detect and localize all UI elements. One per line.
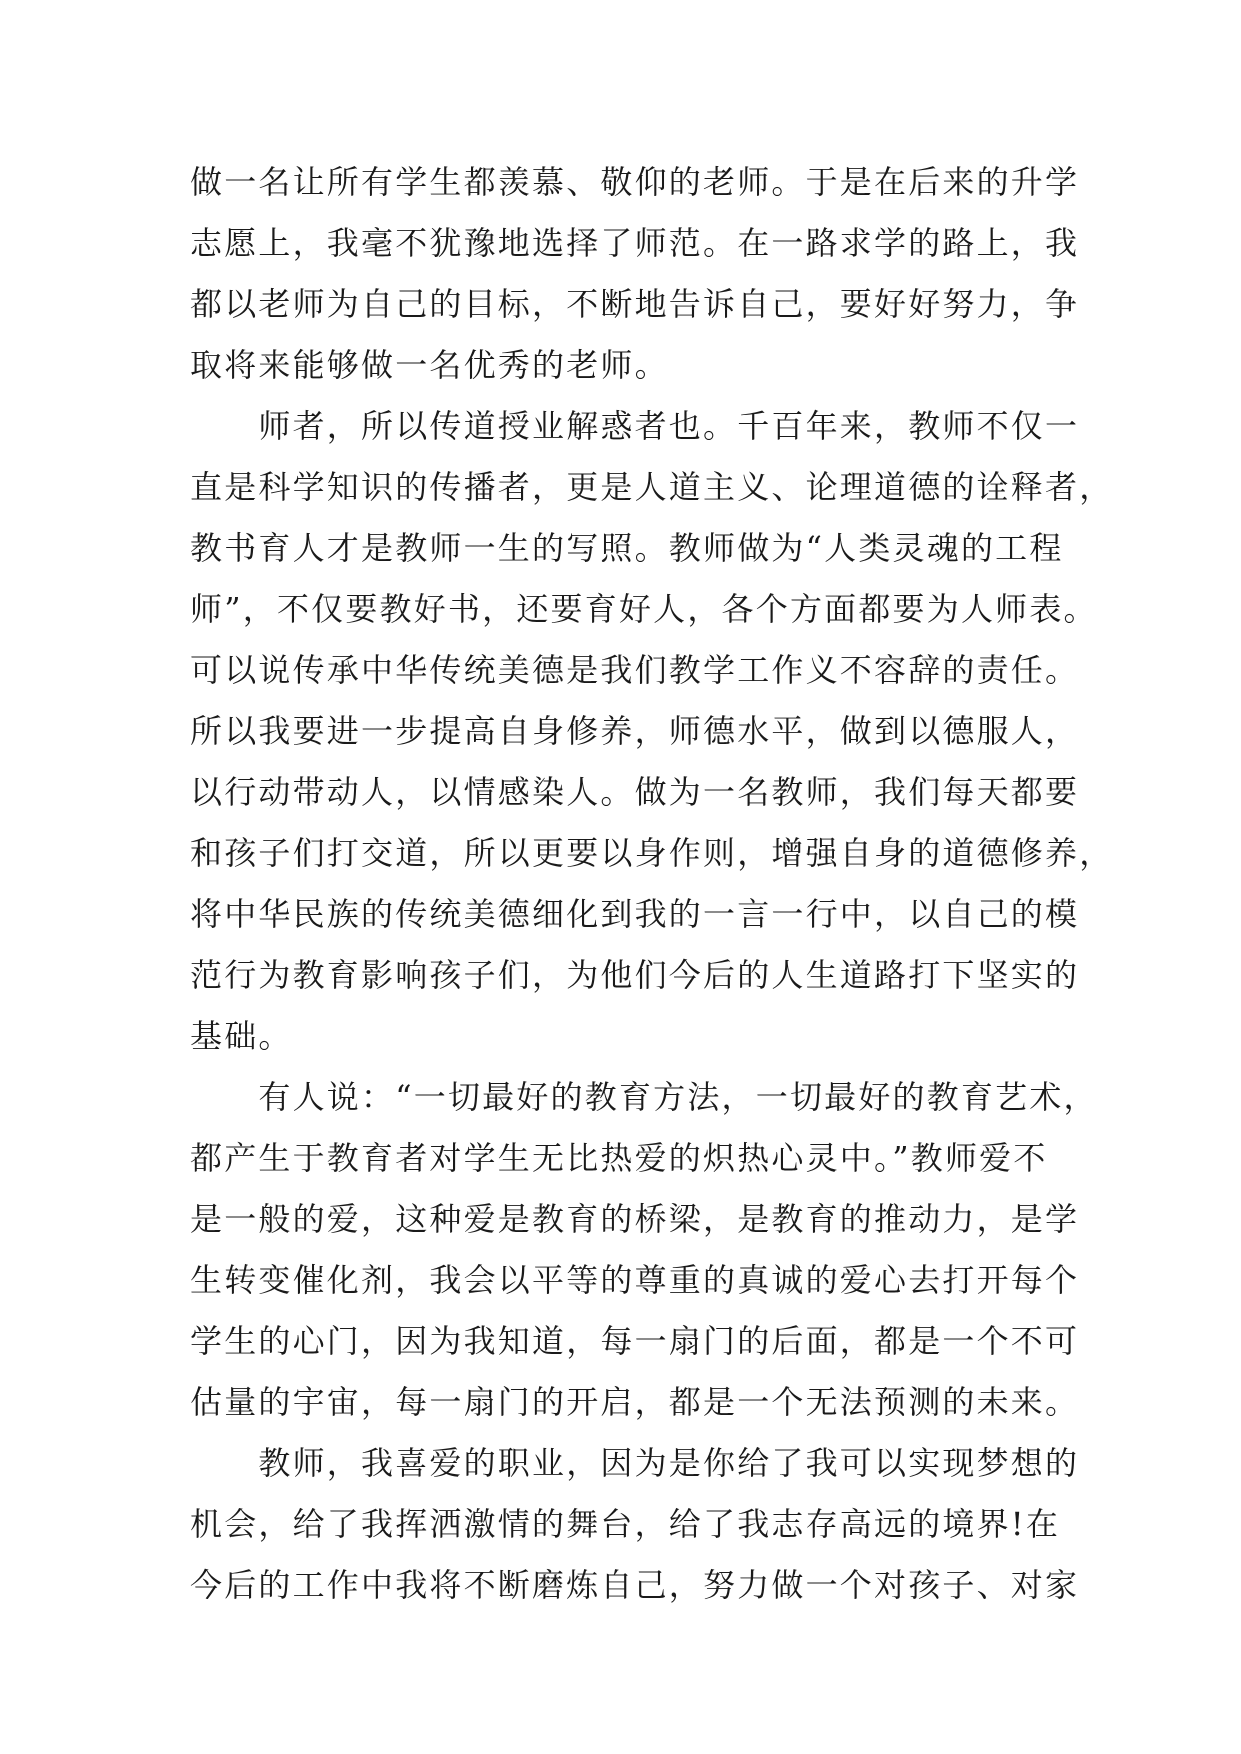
text-line: 范行为教育影响孩子们，为他们今后的人生道路打下坚实的 [190, 956, 1080, 994]
document-body [190, 152, 1114, 1616]
text-line: 师者，所以传道授业解惑者也。千百年来，教师不仅一 [190, 407, 1080, 445]
text-line: 是一般的爱，这种爱是教育的桥梁，是教育的推动力，是学 [190, 1200, 1080, 1238]
text-line: 将中华民族的传统美德细化到我的一言一行中，以自己的模 [190, 895, 1080, 933]
text-line: 有人说：“一切最好的教育方法，一切最好的教育艺术， [190, 1078, 1098, 1116]
text-line: 基础。 [190, 1017, 293, 1055]
text-line: 生转变催化剂，我会以平等的尊重的真诚的爱心去打开每个 [190, 1261, 1080, 1299]
text-line: 以行动带动人，以情感染人。做为一名教师，我们每天都要 [190, 773, 1080, 811]
text-line: 和孩子们打交道，所以更要以身作则，增强自身的道德修养， [190, 834, 1114, 872]
text-line: 都产生于教育者对学生无比热爱的炽热心灵中。”教师爱不 [190, 1139, 1048, 1177]
text-line: 师”，不仅要教好书，还要育好人，各个方面都要为人师表。 [190, 590, 1098, 628]
text-line: 志愿上，我毫不犹豫地选择了师范。在一路求学的路上，我 [190, 224, 1080, 262]
text-line: 估量的宇宙，每一扇门的开启，都是一个无法预测的未来。 [190, 1383, 1080, 1421]
text-line: 今后的工作中我将不断磨炼自己，努力做一个对孩子、对家 [190, 1566, 1080, 1604]
text-line: 教书育人才是教师一生的写照。教师做为“人类灵魂的工程 [190, 529, 1064, 567]
text-line: 所以我要进一步提高自身修养，师德水平，做到以德服人， [190, 712, 1080, 750]
text-line: 学生的心门，因为我知道，每一扇门的后面，都是一个不可 [190, 1322, 1080, 1360]
text-line: 教师，我喜爱的职业，因为是你给了我可以实现梦想的 [190, 1444, 1080, 1482]
text-line: 做一名让所有学生都羡慕、敬仰的老师。于是在后来的升学 [190, 163, 1080, 201]
text-line: 都以老师为自己的目标，不断地告诉自己，要好好努力，争 [190, 285, 1080, 323]
text-line: 取将来能够做一名优秀的老师。 [190, 346, 669, 384]
text-line: 可以说传承中华传统美德是我们教学工作义不容辞的责任。 [190, 651, 1080, 689]
text-line: 直是科学知识的传播者，更是人道主义、论理道德的诠释者， [190, 468, 1114, 506]
text-line: 机会，给了我挥洒激情的舞台，给了我志存高远的境界!在 [190, 1505, 1061, 1543]
